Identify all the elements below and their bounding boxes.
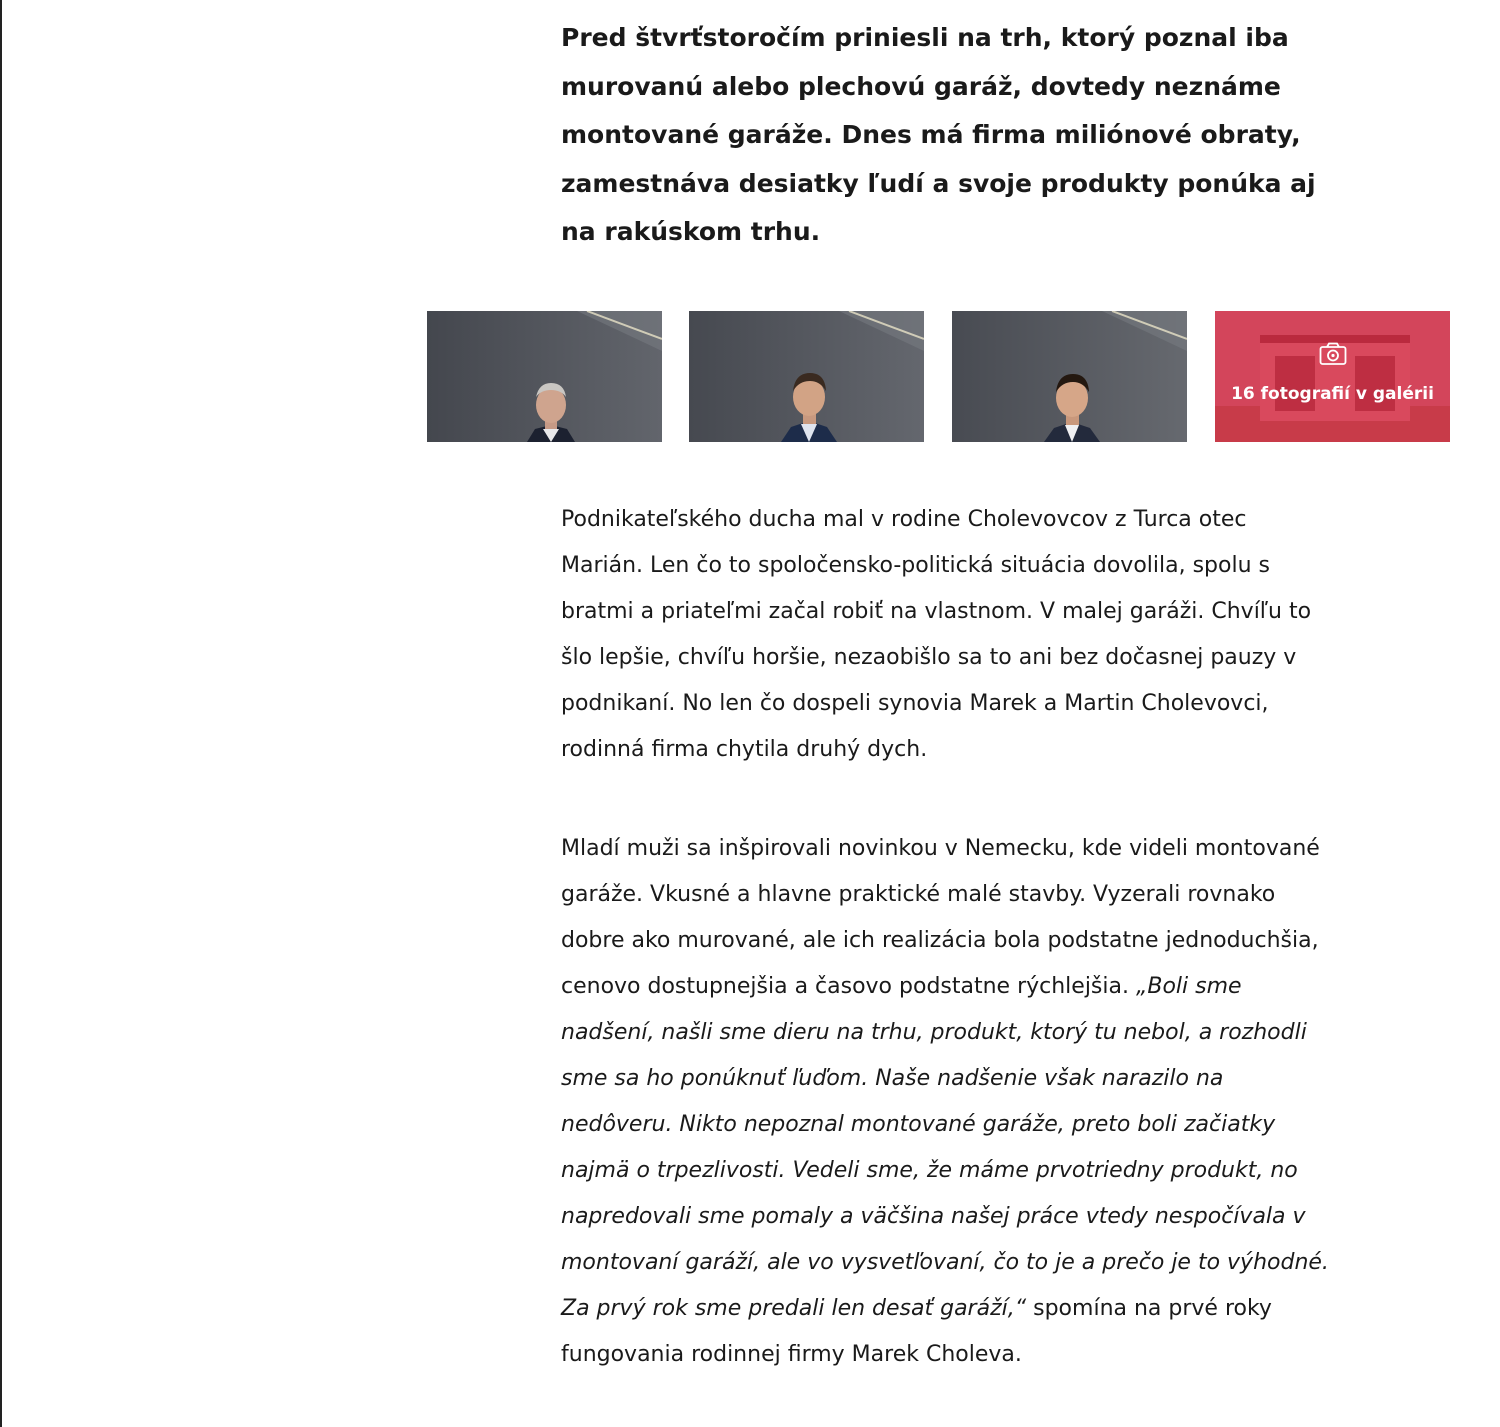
page-left-border — [0, 0, 2, 1427]
paragraph-2-quote: „Boli sme nadšení, našli sme dieru na trhu, produkt, ktorý tu nebol, a rozhodli sme sa ho ponúknuť ľuďom. Naše nadšenie však narazilo na nedôveru. Nikto nepoznal montované garáže, preto boli začiatky najmä o trpezlivosti. Vedeli sme, že máme prvotriedny produkt, no napredovali sme pomaly a väčšina našej práce vtedy nespočívala v montovaní garáží, ale vo vysvetľovaní, čo to je a prečo je to výhodné. Za prvý rok sme predali len desať garáží,“ — [561, 974, 1329, 1321]
paragraph-2-intro: Mladí muži sa inšpirovali novinkou v Nemecku, kde videli montované garáže. Vkusné a hlavne praktické malé stavby. Vyzerali rovnako dobre ako murované, ale ich realizácia bola podstatne jednoduchšia, cenovo dostupnejšia a časovo podstatne rýchlejšia. — [561, 836, 1320, 999]
gallery-thumbnail-2[interactable] — [689, 311, 924, 442]
portrait-photo-young-man — [952, 311, 1187, 442]
gallery-count-label: 16 fotografií v galérii — [1231, 384, 1434, 404]
portrait-photo-older-man — [427, 311, 662, 442]
gallery-thumbnail-1[interactable] — [427, 311, 662, 442]
gallery-overlay — [1215, 311, 1450, 442]
article-paragraph-1: Podnikateľského ducha mal v rodine Cholevovcov z Turca otec Marián. Len čo to spoločensko-politická situácia dovolila, spolu s bratmi a priateľmi začal robiť na vlastnom. V malej garáži. Chvíľu to šlo lepšie, chvíľu horšie, nezaobišlo sa to ani bez dočasnej pauzy v podnikaní. No len čo dospeli synovia Marek a Martin Cholevovci, rodinná firma chytila druhý dych. — [561, 507, 1312, 762]
photo-gallery-strip — [427, 311, 1450, 442]
paragraph-2-outro: spomína na prvé roky fungovania rodinnej firmy Marek Choleva. — [561, 1296, 1272, 1367]
article-paragraph-2 — [561, 826, 1331, 1378]
gallery-more-photos-button[interactable] — [1215, 311, 1450, 442]
portrait-photo-man-blue-suit — [689, 311, 924, 442]
gallery-thumbnail-3[interactable] — [952, 311, 1187, 442]
article-lead: Pred štvrťstoročím priniesli na trh, ktorý poznal iba murovanú alebo plechovú garáž, dovtedy neznáme montované garáže. Dnes má firma miliónové obraty, zamestnáva desiatky ľudí a svoje produkty ponúka aj na rakúskom trhu. — [561, 23, 1316, 247]
camera-icon — [1319, 342, 1347, 366]
